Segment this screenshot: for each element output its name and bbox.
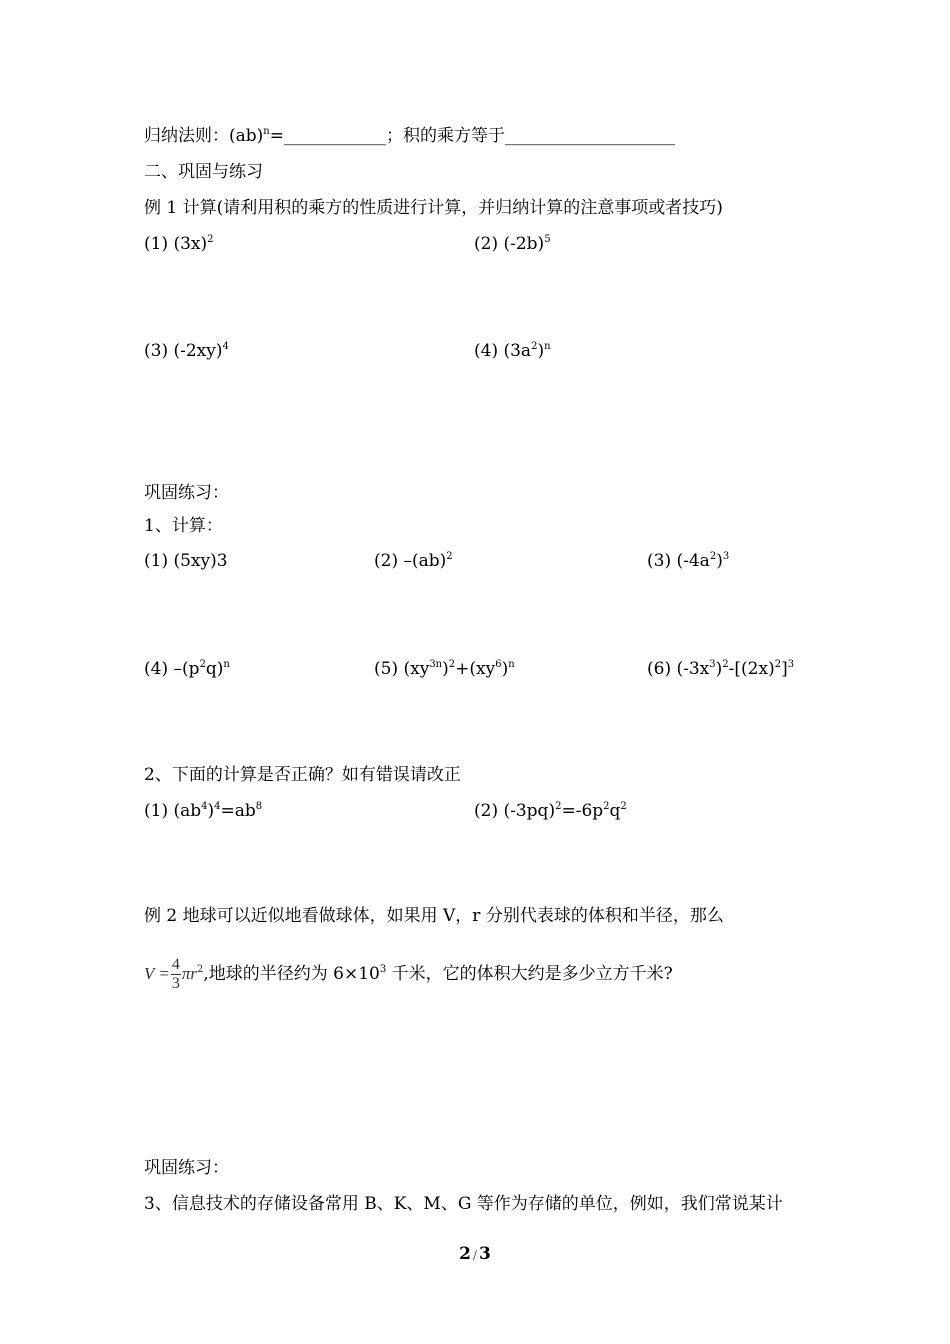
ex1-problem-2: (2) $(-2b)^5$	[474, 234, 551, 254]
text: =____________；积的乘方等于____________________	[269, 126, 675, 146]
page-indicator	[0, 1242, 950, 1267]
ex1-problem-1: (1) $(3x)^2$	[144, 234, 214, 254]
formula-lhs: V =	[144, 964, 170, 983]
formula-pi-r: πr	[181, 964, 197, 983]
q1-problem-6: (6) $(-3x^3)^2-[(2x)^2]^3$	[647, 659, 795, 679]
q2-problem-2: (2) $(-3pq)^2=-6p^2q^2$	[474, 801, 627, 821]
example-2-prompt: 例 2 地球可以近似地看做球体，如果用 V，r 分别代表球的体积和半径，那么	[144, 906, 724, 926]
page-separator: /	[472, 1248, 478, 1262]
q1-problem-2: (2) –(ab)$^2$	[374, 551, 453, 571]
q1-problem-5: (5) $(xy^{3n})^2+(xy^6)^n$	[374, 659, 515, 679]
example-2-formula-line: V = $\frac{4}{3}$ $\pi r^2$,地球的半径约为 $6\times 10^3$ 千米，它的体积大约是多少立方千米?	[144, 956, 673, 992]
ex1-problem-3: (3) $(-2xy)^4$	[144, 341, 229, 361]
induction-rule-line	[144, 124, 675, 148]
practice-heading-2: 巩固练习：	[144, 1158, 229, 1178]
total-pages: 3	[479, 1244, 491, 1264]
section-heading: 二、巩固与练习	[144, 162, 263, 182]
practice-heading: 巩固练习：	[144, 483, 229, 503]
q2-problem-1: (1) $(ab^4)^4=ab^8$	[144, 801, 263, 821]
q1-problem-1: (1) (5xy)3	[144, 551, 228, 571]
q1-problem-3: (3) $(-4a^2)^3$	[647, 551, 730, 571]
superscript: n	[263, 126, 270, 137]
current-page: 2	[459, 1244, 471, 1264]
text: 归纳法则：(ab)	[144, 126, 264, 146]
question-2-heading: 2、下面的计算是否正确？如有错误请改正	[144, 765, 461, 785]
formula-fraction: $\frac{4}{3}$	[171, 956, 180, 992]
q1-problem-4: (4) $-(p^2q)^n$	[144, 659, 230, 679]
ex1-problem-4: (4) $(3a^2)^n$	[474, 341, 551, 361]
question-1-heading: 1、计算：	[144, 516, 223, 536]
question-3: 3、信息技术的存储设备常用 B、K、M、G 等作为存储的单位，例如，我们常说某计	[144, 1194, 783, 1214]
example-1-prompt: 例 1 计算(请利用积的乘方的性质进行计算，并归纳计算的注意事项或者技巧)	[144, 198, 723, 218]
